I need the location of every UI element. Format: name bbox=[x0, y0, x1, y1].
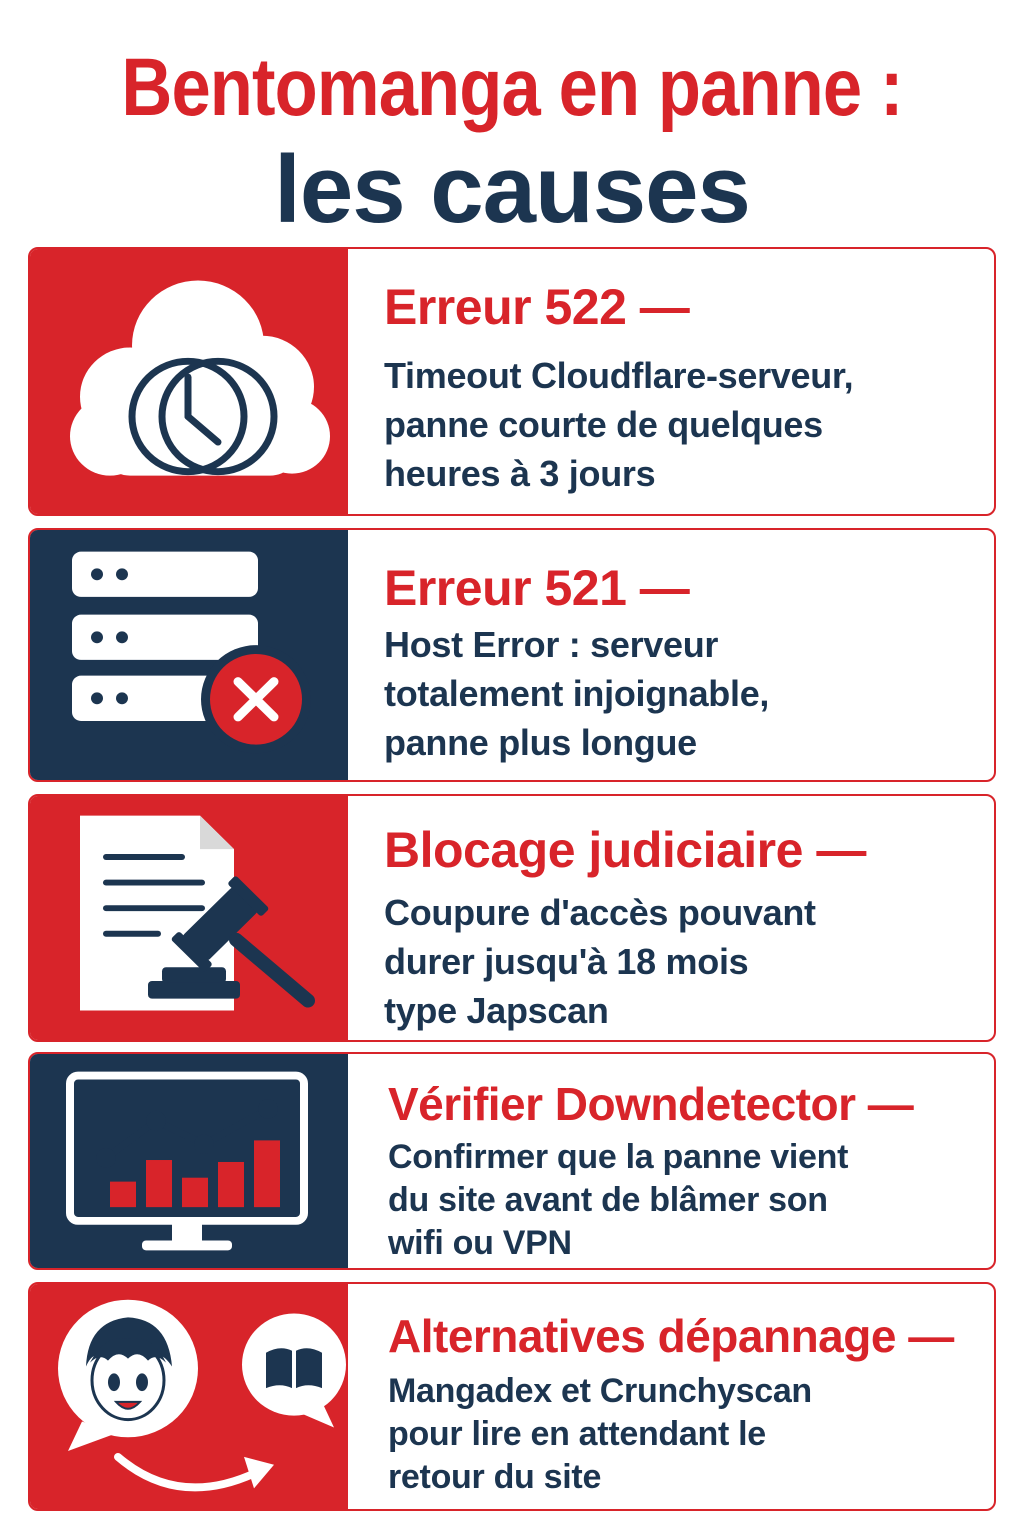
cause-card-blocage-judiciaire bbox=[28, 794, 996, 1042]
cloud-clock-icon bbox=[30, 249, 348, 514]
server-error-icon bbox=[30, 530, 348, 780]
cause-description: Mangadex et Crunchyscan pour lire en attendant le retour du site bbox=[388, 1372, 812, 1496]
cause-icon-panel bbox=[30, 1054, 348, 1268]
cause-heading: Alternatives dépannage — bbox=[388, 1310, 954, 1362]
cause-heading: Erreur 522 — bbox=[384, 279, 690, 335]
cause-heading: Erreur 521 — bbox=[384, 560, 690, 616]
cause-card-erreur-522 bbox=[28, 247, 996, 516]
document-gavel-icon bbox=[30, 796, 348, 1040]
monitor-chart-icon bbox=[30, 1054, 348, 1268]
manga-book-icon bbox=[30, 1284, 348, 1509]
cause-description: Confirmer que la panne vient du site avant de blâmer son wifi ou VPN bbox=[388, 1138, 849, 1262]
cause-heading: Blocage judiciaire — bbox=[384, 822, 866, 878]
cause-description: Coupure d'accès pouvant durer jusqu'à 18 mois type Japscan bbox=[384, 892, 816, 1031]
cause-description: Host Error : serveur totalement injoignable, panne plus longue bbox=[384, 624, 770, 763]
cause-icon-panel bbox=[30, 530, 348, 780]
cause-card-erreur-521 bbox=[28, 528, 996, 782]
title-line-2: les causes bbox=[274, 136, 750, 243]
cause-card-alternatives bbox=[28, 1282, 996, 1511]
cause-description: Timeout Cloudflare-serveur, panne courte de quelques heures à 3 jours bbox=[384, 355, 854, 494]
cause-icon-panel bbox=[30, 1284, 348, 1509]
cause-heading: Vérifier Downdetector — bbox=[388, 1078, 914, 1130]
cause-card-downdetector bbox=[28, 1052, 996, 1270]
title-line-1: Bentomanga en panne : bbox=[121, 42, 903, 133]
cause-icon-panel bbox=[30, 249, 348, 514]
cause-icon-panel bbox=[30, 796, 348, 1040]
